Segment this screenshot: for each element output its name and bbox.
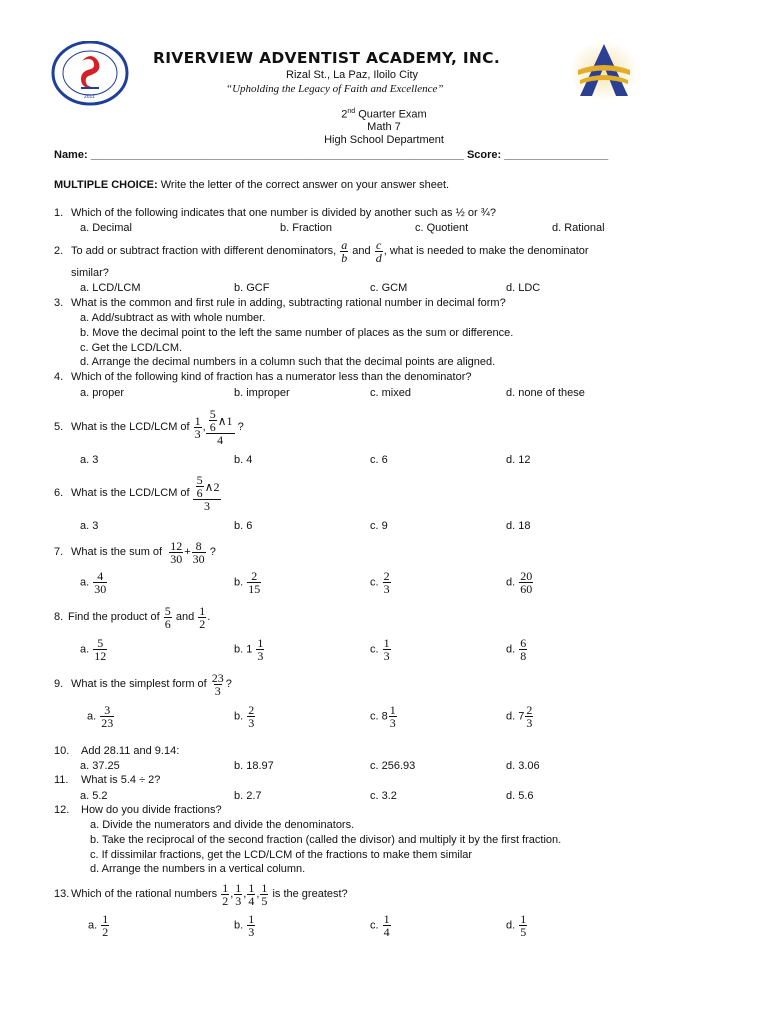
question-text: Which of the following indicates that one number is divided by another such as ½ or ¾? bbox=[71, 207, 496, 219]
choice-d[interactable]: d. LDC bbox=[506, 282, 541, 294]
school-logo bbox=[568, 40, 640, 102]
fraction: $\frac{5}{6}$ bbox=[164, 603, 171, 631]
choice-a[interactable]: a. Decimal bbox=[80, 222, 132, 234]
question-number: 8. bbox=[54, 611, 64, 623]
question-number: 1. bbox=[54, 207, 64, 219]
fraction: $\frac{1}{4}$ bbox=[248, 880, 255, 908]
option-c: c. Get the LCD/LCM. bbox=[80, 342, 183, 354]
choice-a[interactable]: a. $\frac{3}{23}$ bbox=[87, 703, 114, 730]
fraction: $\frac{12}{30}$ bbox=[170, 538, 183, 566]
question-text: How do you divide fractions? bbox=[81, 804, 222, 816]
fraction: $\frac{1}{3}$ bbox=[383, 636, 390, 663]
question-text: What is the simplest form of bbox=[71, 678, 207, 690]
and-word: and bbox=[175, 611, 195, 623]
choice-a[interactable]: a. 3 bbox=[80, 520, 99, 532]
fraction: $\frac{6}{8}$ bbox=[520, 636, 527, 663]
choice-c[interactable]: c. 256.93 bbox=[370, 760, 416, 772]
question-13: 13. Which of the rational numbers $\frac{1}{2}$ , $\frac{1}{3}$ , $\frac{1}{4}$ , $\frac{1}{5}$ is the greatest? bbox=[54, 880, 348, 908]
choice-c[interactable]: c. GCM bbox=[370, 282, 408, 294]
fraction: $\frac{c}{d}$ bbox=[375, 237, 382, 265]
choice-d[interactable]: d. 5.6 bbox=[506, 790, 534, 802]
fraction: $\frac{1}{4}$ bbox=[383, 912, 390, 939]
question-mark: ? bbox=[225, 678, 232, 690]
option-d: d. Arrange the numbers in a vertical column. bbox=[90, 863, 306, 875]
question-10 bbox=[54, 745, 179, 757]
choice-b[interactable]: b. 18.97 bbox=[234, 760, 274, 772]
option-c: c. If dissimilar fractions, get the LCD/LCM of the fractions to make them similar bbox=[90, 849, 473, 861]
seal-year: 2011 bbox=[84, 94, 95, 100]
question-7 bbox=[54, 539, 216, 565]
fraction: $\frac{1}{3}$ bbox=[194, 413, 201, 441]
fraction: $\frac{2}{15}$ bbox=[248, 569, 261, 596]
question-9 bbox=[54, 671, 232, 697]
question-8 bbox=[54, 604, 210, 630]
question-number: 4. bbox=[54, 371, 64, 383]
choice-b[interactable]: b. $\frac{2}{3}$ bbox=[234, 703, 255, 730]
complex-fraction: $\frac{5}{6}$ ∧1 4 bbox=[207, 408, 234, 446]
fraction: $\frac{1}{2}$ bbox=[102, 912, 109, 939]
school-address: Rizal St., La Paz, Iloilo City bbox=[286, 69, 419, 81]
exam-quarter bbox=[234, 108, 534, 121]
fraction: $\frac{2}{3}$ bbox=[383, 569, 390, 596]
school-name: RIVERVIEW ADVENTIST ACADEMY, INC. bbox=[153, 49, 501, 67]
name-score-line bbox=[54, 149, 608, 161]
choice-d[interactable]: d. $\frac{1}{5}$ bbox=[506, 912, 527, 939]
choice-c[interactable]: c. Quotient bbox=[415, 222, 469, 234]
question-text: What is the LCD/LCM of bbox=[71, 487, 190, 499]
fraction: $\frac{1}{3}$ bbox=[257, 636, 264, 663]
question-text: What is the LCD/LCM of bbox=[71, 421, 190, 433]
choice-d[interactable]: d. $\frac{6}{8}$ bbox=[506, 636, 527, 663]
choice-d[interactable]: d. 3.06 bbox=[506, 760, 540, 772]
choice-c[interactable]: c. 8 $\frac{1}{3}$ bbox=[370, 703, 396, 730]
fraction: $\frac{5}{6}$ bbox=[209, 407, 216, 434]
question-text-cont: , what is needed to make the denominator bbox=[383, 245, 589, 257]
instructions-label: MULTIPLE CHOICE: bbox=[54, 179, 158, 191]
and-word: and bbox=[352, 245, 371, 257]
choice-b[interactable]: b. 1 $\frac{1}{3}$ bbox=[234, 636, 264, 663]
question-text-wrap: similar? bbox=[71, 267, 109, 279]
name-field[interactable]: _____________________________________________________________ bbox=[90, 149, 464, 161]
instructions bbox=[54, 179, 449, 191]
question-number: 3. bbox=[54, 297, 64, 309]
question-4 bbox=[54, 371, 472, 383]
choice-b[interactable]: b. improper bbox=[234, 387, 290, 399]
question-number: 2. bbox=[54, 245, 64, 257]
question-3 bbox=[54, 297, 506, 309]
question-number: 13. bbox=[54, 888, 70, 900]
fraction: $\frac{23}{3}$ bbox=[211, 670, 224, 698]
name-label: Name: bbox=[54, 149, 88, 161]
question-text: Add 28.11 and 9.14: bbox=[81, 745, 180, 757]
question-text: What is the sum of bbox=[71, 546, 163, 558]
fraction: $\frac{2}{3}$ bbox=[526, 703, 533, 730]
fraction: $\frac{1}{5}$ bbox=[520, 912, 527, 939]
question-6 bbox=[54, 470, 221, 516]
choice-b[interactable]: b. Fraction bbox=[280, 222, 332, 234]
choice-b[interactable]: b. 6 bbox=[234, 520, 253, 532]
comma: , bbox=[202, 421, 206, 433]
choice-d[interactable]: d. $\frac{20}{60}$ bbox=[506, 569, 533, 596]
question-1 bbox=[54, 207, 496, 219]
choice-a[interactable]: a. 5.2 bbox=[80, 790, 108, 802]
question-text: Find the product of bbox=[68, 611, 160, 623]
quarter-suffix: nd bbox=[347, 108, 356, 115]
choice-c[interactable]: c. 9 bbox=[370, 520, 388, 532]
choice-d[interactable]: d. none of these bbox=[506, 387, 585, 399]
choice-a[interactable]: a. $\frac{1}{2}$ bbox=[88, 912, 109, 939]
choice-a[interactable]: a. LCD/LCM bbox=[80, 282, 141, 294]
fraction: $\frac{1}{5}$ bbox=[261, 880, 268, 908]
exponent: ∧2 bbox=[204, 479, 220, 494]
choice-b[interactable]: b. 4 bbox=[234, 454, 253, 466]
option-a: a. Divide the numerators and divide the denominators. bbox=[90, 819, 355, 831]
question-5 bbox=[54, 404, 244, 450]
fraction: $\frac{1}{2}$ bbox=[222, 880, 229, 908]
question-text: Which of the rational numbers bbox=[71, 888, 218, 900]
choice-a[interactable]: a. $\frac{5}{12}$ bbox=[80, 636, 107, 663]
question-number: 11. bbox=[54, 774, 69, 786]
question-mark: ? bbox=[237, 421, 244, 433]
choice-b[interactable]: b. $\frac{2}{15}$ bbox=[234, 569, 261, 596]
score-field[interactable]: _________________ bbox=[504, 149, 609, 161]
fraction: $\frac{1}{3}$ bbox=[235, 880, 242, 908]
exam-department: High School Department bbox=[324, 134, 444, 146]
choice-c[interactable]: c. 3.2 bbox=[370, 790, 397, 802]
choice-c[interactable]: c. $\frac{1}{4}$ bbox=[370, 912, 390, 939]
exponent: ∧1 bbox=[217, 413, 233, 428]
question-11 bbox=[54, 774, 160, 786]
exam-subject: Math 7 bbox=[367, 121, 401, 133]
question-text: What is 5.4 ÷ 2? bbox=[81, 774, 161, 786]
question-mark: ? bbox=[209, 546, 216, 558]
choice-c[interactable]: c. mixed bbox=[370, 387, 411, 399]
question-number: 5. bbox=[54, 421, 64, 433]
choice-a[interactable]: a. $\frac{4}{30}$ bbox=[80, 569, 107, 596]
choice-d[interactable]: d. 12 bbox=[506, 454, 531, 466]
choice-c[interactable]: c. $\frac{1}{3}$ bbox=[370, 636, 390, 663]
question-text: Which of the following kind of fraction has a numerator less than the denominator? bbox=[71, 371, 472, 383]
fraction: $\frac{8}{30}$ bbox=[192, 538, 205, 566]
choice-a[interactable]: a. 3 bbox=[80, 454, 99, 466]
choice-d[interactable]: d. 18 bbox=[506, 520, 531, 532]
instructions-text: Write the letter of the correct answer on your answer sheet. bbox=[157, 179, 450, 191]
fraction: $\frac{5}{12}$ bbox=[94, 636, 107, 663]
fraction: $\frac{2}{3}$ bbox=[248, 703, 255, 730]
question-text-cont: is the greatest? bbox=[272, 888, 348, 900]
option-a: a. Add/subtract as with whole number. bbox=[80, 312, 266, 324]
option-d: d. Arrange the decimal numbers in a column such that the decimal points are aligned. bbox=[80, 356, 496, 368]
choice-b[interactable]: b. 2.7 bbox=[234, 790, 262, 802]
question-text: What is the common and first rule in adding, subtracting rational number in decimal form? bbox=[71, 297, 506, 309]
option-b: b. Move the decimal point to the left the same number of places as the sum or difference. bbox=[80, 327, 514, 339]
school-seal bbox=[51, 41, 129, 106]
quarter-number: 2 bbox=[341, 108, 348, 121]
choice-d[interactable]: d. Rational bbox=[552, 222, 605, 234]
question-number: 12. bbox=[54, 804, 70, 816]
question-12 bbox=[54, 804, 222, 816]
fraction: $\frac{1}{3}$ bbox=[389, 703, 396, 730]
question-number: 9. bbox=[54, 678, 64, 690]
choice-a[interactable]: a. 37.25 bbox=[80, 760, 120, 772]
question-number: 7. bbox=[54, 546, 64, 558]
fraction: $\frac{3}{23}$ bbox=[101, 703, 114, 730]
question-2 bbox=[54, 237, 589, 265]
question-number: 10. bbox=[54, 745, 70, 757]
fraction: $\frac{5}{6}$ bbox=[196, 473, 203, 500]
question-number: 6. bbox=[54, 487, 64, 499]
choice-c[interactable]: c. 6 bbox=[370, 454, 388, 466]
choice-b[interactable]: b. GCF bbox=[234, 282, 270, 294]
question-text: To add or subtract fraction with different denominators, bbox=[71, 245, 337, 257]
fraction: $\frac{4}{30}$ bbox=[94, 569, 107, 596]
choice-b[interactable]: b. $\frac{1}{3}$ bbox=[234, 912, 255, 939]
period: . bbox=[207, 611, 211, 623]
choice-a[interactable]: a. proper bbox=[80, 387, 125, 399]
complex-fraction: $\frac{5}{6}$ ∧2 3 bbox=[194, 474, 221, 512]
option-b: b. Take the reciprocal of the second fraction (called the divisor) and multiply it by the first fraction. bbox=[90, 834, 562, 846]
fraction: $\frac{a}{b}$ bbox=[341, 237, 348, 265]
quarter-label: Quarter Exam bbox=[355, 108, 427, 121]
plus-sign: + bbox=[184, 546, 191, 558]
fraction: $\frac{1}{3}$ bbox=[248, 912, 255, 939]
school-motto: “Upholding the Legacy of Faith and Excellence” bbox=[226, 83, 444, 95]
score-label: Score: bbox=[466, 149, 502, 161]
choice-d[interactable]: d. 7 $\frac{2}{3}$ bbox=[506, 703, 533, 730]
choice-c[interactable]: c. $\frac{2}{3}$ bbox=[370, 569, 390, 596]
fraction: $\frac{1}{2}$ bbox=[199, 603, 206, 631]
fraction: $\frac{20}{60}$ bbox=[520, 569, 533, 596]
